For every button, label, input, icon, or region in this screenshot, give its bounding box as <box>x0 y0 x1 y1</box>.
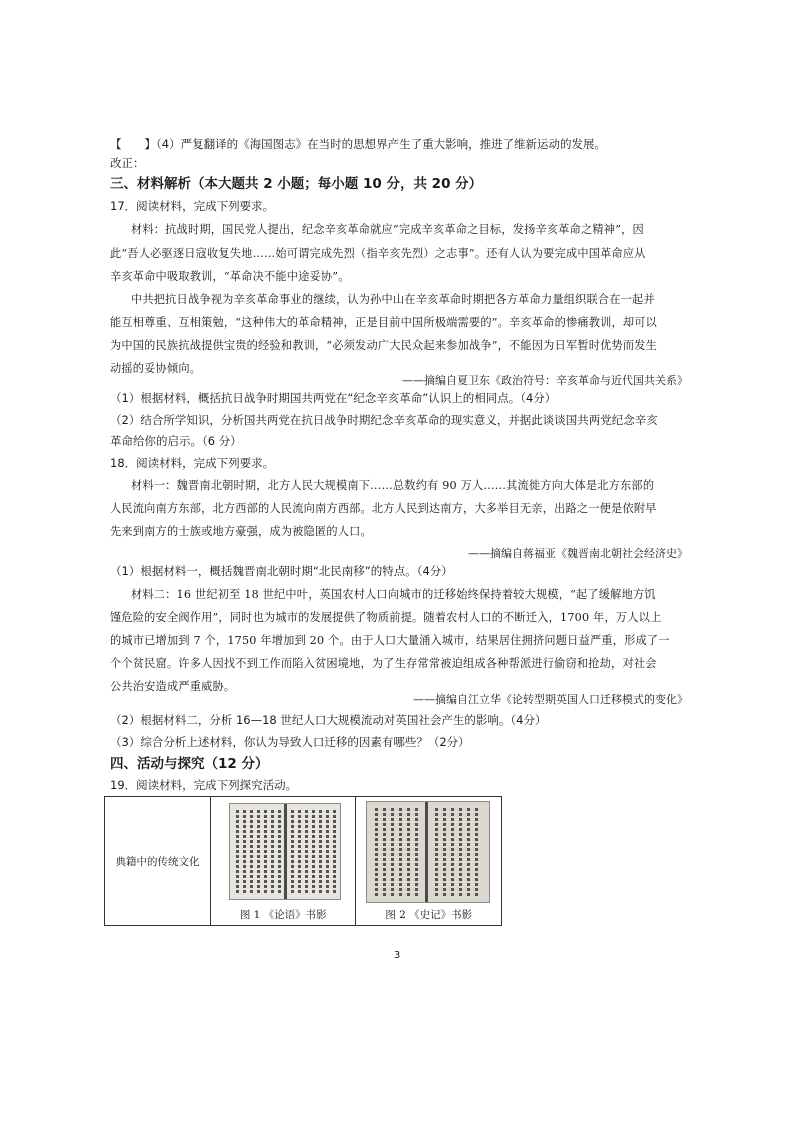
material-18b-line: 材料二：16 世纪初至 18 世纪中叶，英国农村人口向城市的迁移始终保持着较大规模，“起了缓解地方饥 <box>131 588 656 601</box>
source-17: ——摘编自夏卫东《政治符号：辛亥革命与近代国共关系》 <box>402 374 688 387</box>
section-3-heading: 三、材料解析（本大题共 2 小题；每小题 10 分，共 20 分） <box>110 176 483 192</box>
material-18a-line: 材料一：魏晋南北朝时期，北方人民大规模南下……总数约有 90 万人……其流徙方向大体是北方东部的 <box>131 479 655 492</box>
q17-part-1: （1）根据材料，概括抗日战争时期国共两党在“纪念辛亥革命”认识上的相同点。（4分） <box>110 391 557 405</box>
q16-item-4: 【 】（4）严复翻译的《海国图志》在当时的思想界产生了重大影响，推进了维新运动的发展。 <box>110 137 607 151</box>
lunyu-book-image <box>229 803 341 900</box>
material-18a-line: 人民流向南方东部，北方西部的人民流向南方西部。北方人民到达南方，大多举目无亲，出路之一便是依附早 <box>110 502 657 515</box>
page-number: 3 <box>393 950 401 961</box>
material-18b-line: 馑危险的安全阀作用”，同时也为城市的发展提供了物质前提。随着农村人口的不断迁入，1700 年，万人以上 <box>110 611 662 624</box>
correction-label: 改正： <box>110 156 145 170</box>
material-17-line: 中共把抗日战争视为辛亥革命事业的继续，认为孙中山在辛亥革命时期把各方革命力量组织联合在一起并 <box>131 293 655 306</box>
material-17-line: 材料：抗战时期，国民党人提出，纪念辛亥革命就应“完成辛亥革命之目标，发扬辛亥革命之精神”，因 <box>131 223 644 236</box>
source-18b: ——摘编自江立华《论转型期英国人口迁移模式的变化》 <box>413 693 688 706</box>
figure-1-cell <box>211 797 356 926</box>
material-18b-line: 公共治安造成严重威胁。 <box>110 680 236 693</box>
section-4-heading: 四、活动与探究（12 分） <box>110 756 269 772</box>
q18-prompt: 18．阅读材料，完成下列要求。 <box>110 456 275 470</box>
shiji-book-image <box>366 801 490 903</box>
figure-2-caption: 图 2 《史记》书影 <box>385 909 473 921</box>
q19-table <box>104 796 502 926</box>
material-18b-line: 个个贫民窟。许多人因找不到工作而陷入贫困境地，为了生存常常被迫组成各种帮派进行偷窃和抢劫，对社会 <box>110 657 657 670</box>
material-17-line: 此“吾人必驱逐日寇收复失地……始可谓完成先烈（指辛亥先烈）之志事”。还有人认为要完成中国革命应从 <box>110 247 646 260</box>
q18-part-3: （3）综合分析上述材料，你认为导致人口迁移的因素有哪些？（2分） <box>110 735 470 749</box>
material-17-line: 为中国的民族抗战提供宝贵的经验和教训，“必须发动广大民众起来参加战争”，不能因为日军暂时优势而发生 <box>110 339 658 352</box>
material-18b-line: 的城市已增加到 7 个，1750 年增加到 20 个。由于人口大量涌入城市，结果居住拥挤问题日益严重，形成了一 <box>110 634 670 647</box>
material-18a-line: 先来到南方的士族或地方豪强，成为被隐匿的人口。 <box>110 525 372 538</box>
q17-prompt: 17．阅读材料，完成下列要求。 <box>110 199 275 213</box>
q17-part-2-cont: 革命给你的启示。（6 分） <box>110 434 242 448</box>
figure-2-cell <box>356 797 502 926</box>
q19-prompt: 19．阅读材料，完成下列探究活动。 <box>110 778 298 792</box>
q18-part-2: （2）根据材料二，分析 16—18 世纪人口大规模流动对英国社会产生的影响。（4分） <box>110 713 547 727</box>
figure-1-caption: 图 1 《论语》书影 <box>239 909 327 921</box>
material-17-line: 辛亥革命中吸取教训，“革命决不能中途妥协”。 <box>110 270 350 283</box>
table-label: 典籍中的传统文化 <box>105 797 211 926</box>
source-18a: ——摘编自蒋福亚《魏晋南北朝社会经济史》 <box>468 547 688 560</box>
material-17-line: 动摇的妥协倾向。 <box>110 362 202 375</box>
material-17-line: 能互相尊重、互相策勉，“这种伟大的革命精神，正是目前中国所极端需要的”。辛亥革命的惨痛教训，却可以 <box>110 316 658 329</box>
q18-part-1: （1）根据材料一，概括魏晋南北朝时期“北民南移”的特点。（4分） <box>110 564 453 578</box>
q17-part-2: （2）结合所学知识，分析国共两党在抗日战争时期纪念辛亥革命的现实意义，并据此谈谈国共两党纪念辛亥 <box>110 413 658 427</box>
